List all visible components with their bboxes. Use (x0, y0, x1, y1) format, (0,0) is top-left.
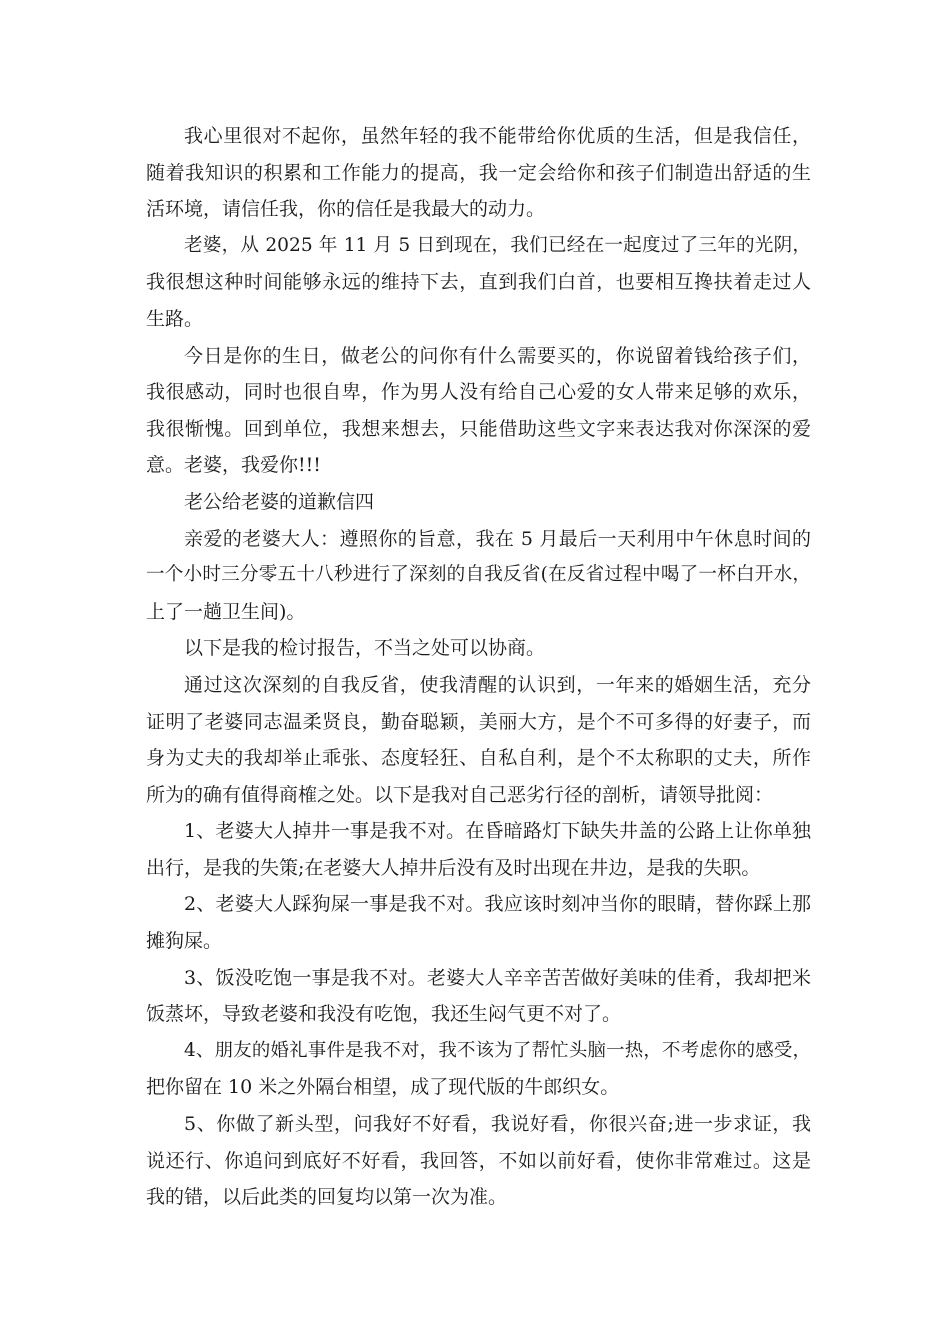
text-line: 3、饭没吃饱一事是我不对。老婆大人辛辛苦苦做好美味的佳肴，我却把米 (184, 966, 811, 989)
text-line: 一个小时三分零五十八秒进行了深刻的自我反省(在反省过程中喝了一杯白开水， (146, 564, 811, 586)
paragraph-report-intro (146, 630, 811, 667)
text-line: 通过这次深刻的自我反省，使我清醒的认识到，一年来的婚姻生活，充分 (184, 673, 811, 696)
text-line: 我很想这种时间能够永远的维持下去，直到我们白首，也要相互搀扶着走过人 (146, 271, 811, 294)
text-line: 今日是你的生日，做老公的问你有什么需要买的，你说留着钱给孩子们， (184, 344, 811, 367)
text-line: 以下是我的检讨报告，不当之处可以协商。 (184, 637, 546, 660)
paragraph-self-reflection (146, 667, 811, 813)
text-line: 2、老婆大人踩狗屎一事是我不对。我应该时刻冲当你的眼睛，替你踩上那 (184, 893, 811, 916)
text-line: 生路。 (146, 307, 204, 330)
paragraph-apology-promise (146, 118, 811, 228)
text-line: 活环境，请信任我，你的信任是我最大的动力。 (146, 198, 546, 221)
text-line: 4、朋友的婚礼事件是我不对，我不该为了帮忙头脑一热，不考虑你的感受， (184, 1039, 811, 1061)
text-line: 证明了老婆同志温柔贤良，勤奋聪颖，美丽大方，是个不可多得的好妻子，而 (146, 710, 811, 733)
text-line: 说还行、你追问到底好不好看，我回答，不如以前好看，使你非常难过。这是 (146, 1149, 811, 1172)
text-line: 摊狗屎。 (146, 930, 223, 953)
list-item-1 (146, 813, 811, 886)
paragraph-birthday (146, 338, 811, 484)
section-title: 老公给老婆的道歉信四 (184, 490, 375, 513)
list-item-2 (146, 886, 811, 959)
text-line: 上了一趟卫生间)。 (146, 600, 306, 623)
text-line: 所为的确有值得商榷之处。以下是我对自己恶劣行径的剖析，请领导批阅： (146, 783, 774, 806)
text-line: 我很惭愧。回到单位，我想来想去，只能借助这些文字来表达我对你深深的爱 (146, 417, 811, 440)
list-item-4 (146, 1033, 811, 1106)
text-line: 出行，是我的失策;在老婆大人掉井后没有及时出现在井边，是我的失职。 (146, 856, 761, 879)
text-line: 我很感动，同时也很自卑，作为男人没有给自己心爱的女人带来足够的欢乐， (146, 381, 811, 404)
text-line: 把你留在 10 米之外隔台相望，成了现代版的牛郎织女。 (146, 1076, 620, 1099)
list-item-5 (146, 1106, 811, 1216)
text-line: 我的错，以后此类的回复均以第一次为准。 (146, 1186, 508, 1209)
document-page (146, 118, 811, 1216)
text-line: 身为丈夫的我却举止乖张、态度轻狂、自私自利，是个不太称职的丈夫，所作 (146, 747, 811, 770)
text-line: 饭蒸坏，导致老婆和我没有吃饱，我还生闷气更不对了。 (146, 1003, 622, 1026)
text-line: 意。老婆，我爱你!!! (146, 454, 321, 477)
paragraph-salutation (146, 521, 811, 631)
text-line: 1、老婆大人掉井一事是我不对。在昏暗路灯下缺失井盖的公路上让你单独 (184, 820, 811, 843)
list-item-3 (146, 960, 811, 1033)
paragraph-three-years (146, 228, 811, 338)
text-line: 5、你做了新头型，问我好不好看，我说好看，你很兴奋;进一步求证，我 (184, 1113, 811, 1136)
section-heading (146, 484, 811, 521)
text-line: 我心里很对不起你，虽然年轻的我不能带给你优质的生活，但是我信任， (184, 125, 811, 147)
text-line: 随着我知识的积累和工作能力的提高，我一定会给你和孩子们制造出舒适的生 (146, 161, 811, 184)
text-line: 亲爱的老婆大人：遵照你的旨意，我在 5 月最后一天利用中午休息时间的 (184, 527, 811, 550)
text-line: 老婆，从 2025 年 11 月 5 日到现在，我们已经在一起度过了三年的光阴， (184, 234, 811, 256)
